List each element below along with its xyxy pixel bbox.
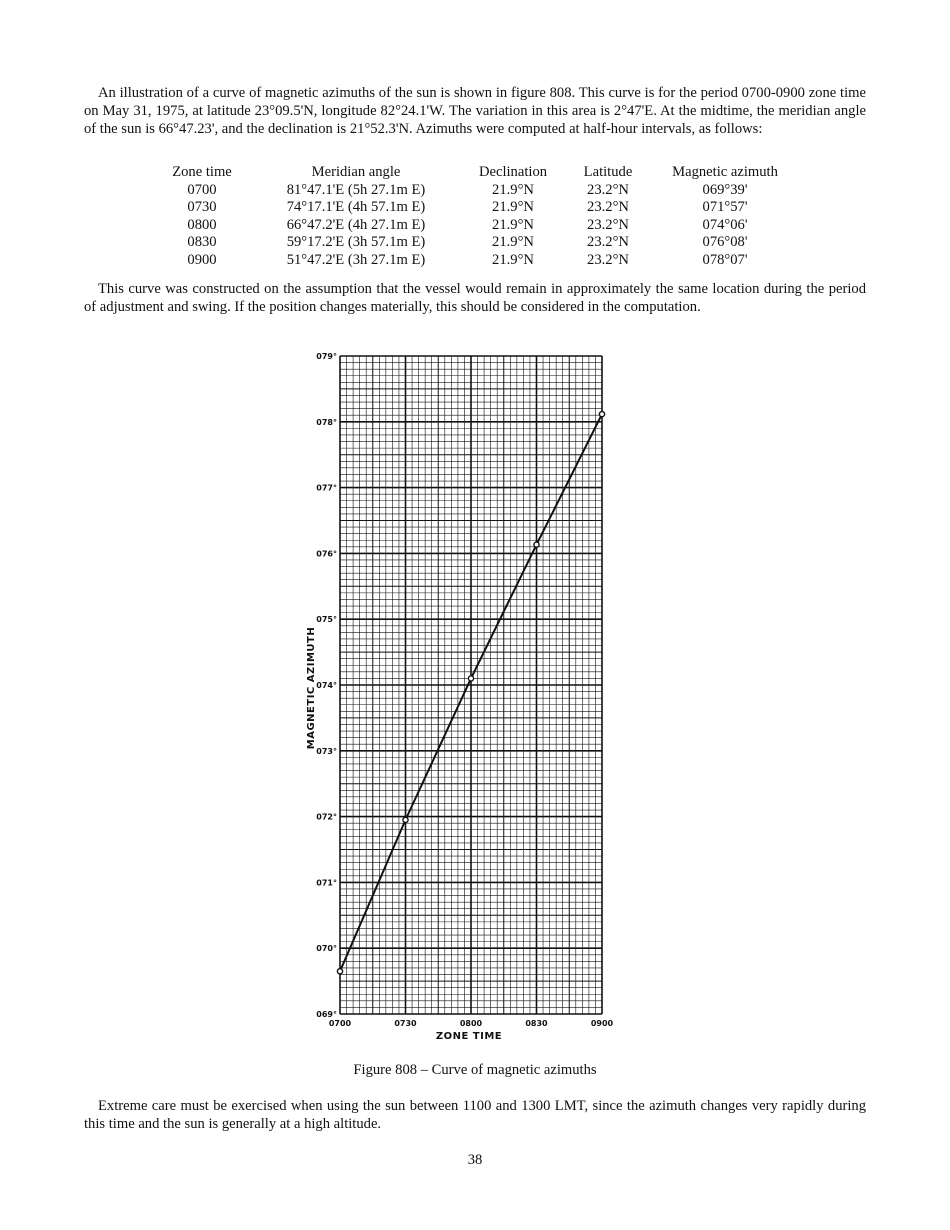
cell-zone-time: 0900 bbox=[187, 251, 217, 268]
cell-magnetic-azimuth: 076°08' bbox=[702, 234, 748, 251]
page-number: 38 bbox=[467, 1152, 483, 1168]
y-tick-label: 075° bbox=[316, 615, 337, 625]
y-tick-label: 069° bbox=[316, 1010, 337, 1019]
y-tick-label: 071° bbox=[316, 878, 337, 888]
table-row bbox=[164, 234, 788, 252]
data-point bbox=[599, 412, 604, 417]
cell-magnetic-azimuth: 078°07' bbox=[702, 251, 748, 268]
y-tick-label: 079° bbox=[316, 352, 337, 361]
intro-paragraph: An illustration of a curve of magnetic azimuths of the sun is shown in figure 808. This curve is for the period 0700-0900 zone time on May 31, 1975, at latitude 23°09.5'N, longitude 82°24.1'W. The variation in this area is 2°47'E. At the midtime, the meridian angle of the sun is 66°47.23', and the declination is 21°52.3'N. Azimuths were computed at half-hour intervals, as follows: bbox=[84, 85, 866, 137]
table-row bbox=[164, 252, 788, 270]
magnetic-azimuth-chart bbox=[298, 344, 628, 1049]
cell-magnetic-azimuth: 069°39' bbox=[702, 181, 748, 198]
x-tick-label: 0800 bbox=[459, 1019, 483, 1028]
data-point bbox=[534, 542, 539, 547]
cell-meridian-angle: 59°17.2'E (3h 57.1m E) bbox=[286, 234, 426, 251]
header-zone-time: Zone time bbox=[172, 164, 232, 180]
cell-declination: 21.9°N bbox=[492, 251, 534, 268]
cell-meridian-angle: 66°47.2'E (4h 27.1m E) bbox=[286, 216, 426, 233]
cell-declination: 21.9°N bbox=[492, 181, 534, 198]
cell-zone-time: 0700 bbox=[187, 181, 217, 198]
cell-meridian-angle: 74°17.1'E (4h 57.1m E) bbox=[286, 199, 426, 216]
figure-caption: Figure 808 – Curve of magnetic azimuths bbox=[353, 1062, 597, 1078]
caution-paragraph: Extreme care must be exercised when using the sun between 1100 and 1300 LMT, since the azimuth changes very rapidly during this time and the sun is generally at a high altitude. bbox=[84, 1098, 866, 1132]
x-tick-label: 0700 bbox=[328, 1019, 352, 1028]
table-row bbox=[164, 199, 788, 217]
data-point bbox=[403, 817, 408, 822]
header-magnetic-azimuth: Magnetic azimuth bbox=[672, 164, 778, 180]
azimuth-table bbox=[164, 164, 788, 270]
y-tick-label: 072° bbox=[316, 812, 337, 822]
table-row bbox=[164, 182, 788, 200]
x-axis-title: ZONE TIME bbox=[435, 1031, 503, 1042]
x-tick-label: 0830 bbox=[525, 1019, 548, 1028]
assumption-paragraph: This curve was constructed on the assumption that the vessel would remain in approximately the same location during the period of adjustment and swing. If the position changes materially, this should be considered in the computation. bbox=[84, 281, 866, 315]
cell-meridian-angle: 81°47.1'E (5h 27.1m E) bbox=[286, 181, 426, 198]
cell-latitude: 23.2°N bbox=[587, 251, 629, 268]
table-row bbox=[164, 217, 788, 235]
x-tick-label: 0730 bbox=[394, 1019, 417, 1028]
y-tick-label: 078° bbox=[316, 417, 337, 427]
y-tick-label: 073° bbox=[316, 746, 337, 756]
cell-latitude: 23.2°N bbox=[587, 199, 629, 216]
cell-zone-time: 0800 bbox=[187, 216, 217, 233]
cell-magnetic-azimuth: 074°06' bbox=[702, 216, 748, 233]
cell-zone-time: 0730 bbox=[187, 199, 217, 216]
cell-declination: 21.9°N bbox=[492, 199, 534, 216]
table-header-row bbox=[164, 164, 788, 182]
cell-magnetic-azimuth: 071°57' bbox=[702, 199, 748, 216]
header-declination: Declination bbox=[478, 164, 548, 180]
cell-declination: 21.9°N bbox=[492, 216, 534, 233]
y-tick-label: 077° bbox=[316, 483, 337, 493]
y-tick-label: 076° bbox=[316, 549, 337, 559]
header-meridian-angle: Meridian angle bbox=[311, 164, 401, 180]
data-point bbox=[468, 676, 473, 681]
y-tick-label: 070° bbox=[316, 944, 337, 954]
cell-declination: 21.9°N bbox=[492, 234, 534, 251]
y-axis-title: MAGNETIC AZIMUTH bbox=[306, 626, 317, 750]
x-tick-label: 0900 bbox=[590, 1019, 614, 1028]
cell-zone-time: 0830 bbox=[187, 234, 217, 251]
cell-latitude: 23.2°N bbox=[587, 181, 629, 198]
cell-latitude: 23.2°N bbox=[587, 216, 629, 233]
data-point bbox=[337, 969, 342, 974]
cell-meridian-angle: 51°47.2'E (3h 27.1m E) bbox=[286, 251, 426, 268]
header-latitude: Latitude bbox=[583, 164, 633, 180]
cell-latitude: 23.2°N bbox=[587, 234, 629, 251]
chart-grid bbox=[340, 356, 602, 1014]
y-tick-label: 074° bbox=[316, 681, 337, 690]
